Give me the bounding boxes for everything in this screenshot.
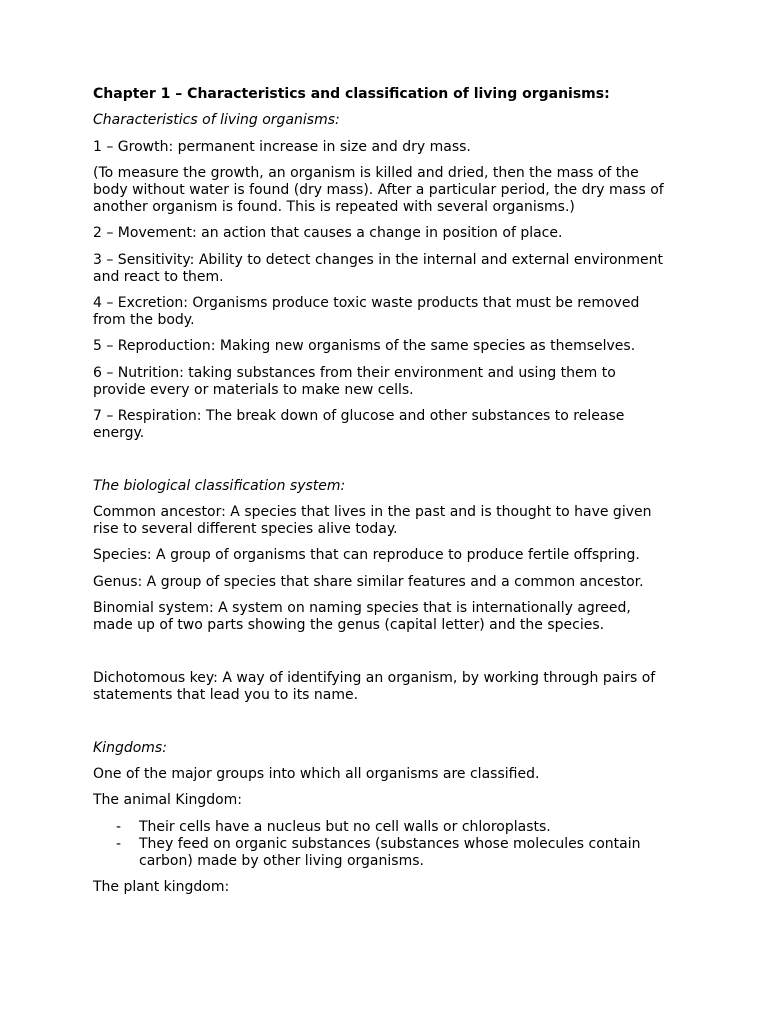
kingdoms-definition	[93, 766, 768, 783]
list-bullet: -	[116, 835, 122, 852]
paragraph-line: 4 – Excretion: Organisms produce toxic waste products that must be removed	[93, 295, 640, 312]
paragraph-line: Binomial system: A system on naming species that is internationally agreed,	[93, 600, 631, 617]
paragraph-line: another organism is found. This is repeated with several organisms.)	[93, 199, 575, 216]
paragraph-line: provide every or materials to make new cells.	[93, 381, 414, 398]
growth-paragraph	[93, 139, 768, 156]
paragraph-line: statements that lead you to its name.	[93, 686, 359, 703]
blank-paragraph	[93, 644, 768, 661]
paragraph-line: 7 – Respiration: The break down of glucose and other substances to release	[93, 408, 625, 425]
movement-paragraph	[93, 225, 768, 242]
nutrition-paragraph	[93, 365, 768, 399]
classification-heading-text: The biological classification system:	[93, 477, 346, 494]
paragraph-line: from the body.	[93, 312, 195, 329]
paragraph-line: Species: A group of organisms that can reproduce to produce fertile offspring.	[93, 547, 640, 564]
paragraph-line: Common ancestor: A species that lives in the past and is thought to have given	[93, 504, 652, 521]
paragraph-line: and react to them.	[93, 268, 224, 285]
list-bullet: -	[116, 818, 122, 835]
paragraph-line: 2 – Movement: an action that causes a change in position of place.	[93, 225, 563, 242]
animal-kingdom-heading	[93, 792, 768, 809]
classification-heading	[93, 478, 768, 495]
paragraph-line: The animal Kingdom:	[93, 792, 243, 809]
reproduction-paragraph	[93, 338, 768, 355]
respiration-paragraph	[93, 408, 768, 442]
genus-paragraph	[93, 574, 768, 591]
characteristics-heading	[93, 112, 768, 129]
list-item-line: carbon) made by other living organisms.	[139, 852, 424, 869]
paragraph-line: 5 – Reproduction: Making new organisms of the same species as themselves.	[93, 338, 636, 355]
dichotomous-key-paragraph	[93, 670, 768, 704]
paragraph-line: Genus: A group of species that share similar features and a common ancestor.	[93, 573, 644, 590]
blank-paragraph	[93, 451, 768, 468]
characteristics-heading-text: Characteristics of living organisms:	[93, 112, 340, 129]
chapter-title-text: Chapter 1 – Characteristics and classification of living organisms:	[93, 86, 610, 102]
list-item-line: Their cells have a nucleus but no cell walls or chloroplasts.	[139, 818, 551, 835]
paragraph-line: made up of two parts showing the genus (capital letter) and the species.	[93, 617, 605, 634]
paragraph-line: rise to several different species alive today.	[93, 521, 398, 538]
species-paragraph	[93, 547, 768, 564]
paragraph-line: (To measure the growth, an organism is killed and dried, then the mass of the	[93, 165, 639, 182]
plant-kingdom-heading	[93, 879, 768, 896]
list-item	[93, 836, 768, 870]
list-item	[93, 819, 768, 836]
chapter-title	[93, 86, 768, 103]
excretion-paragraph	[93, 295, 768, 329]
paragraph-line: Dichotomous key: A way of identifying an organism, by working through pairs of	[93, 669, 656, 686]
paragraph-line: energy.	[93, 425, 145, 442]
common-ancestor-paragraph	[93, 504, 768, 538]
paragraph-line: body without water is found (dry mass). After a particular period, the dry mass of	[93, 182, 664, 199]
kingdoms-heading-text: Kingdoms:	[93, 739, 167, 756]
binomial-system-paragraph	[93, 600, 768, 634]
paragraph-line: The plant kingdom:	[93, 878, 230, 895]
paragraph-line: 3 – Sensitivity: Ability to detect changes in the internal and external environment	[93, 251, 664, 268]
list-item-line: They feed on organic substances (substances whose molecules contain	[139, 835, 641, 852]
blank-paragraph	[93, 713, 768, 730]
paragraph-line: One of the major groups into which all organisms are classified.	[93, 765, 540, 782]
growth-note-paragraph	[93, 165, 768, 216]
kingdoms-heading	[93, 740, 768, 757]
paragraph-line: 6 – Nutrition: taking substances from their environment and using them to	[93, 364, 616, 381]
sensitivity-paragraph	[93, 252, 768, 286]
paragraph-line: 1 – Growth: permanent increase in size and dry mass.	[93, 138, 471, 155]
animal-kingdom-list	[93, 819, 768, 870]
